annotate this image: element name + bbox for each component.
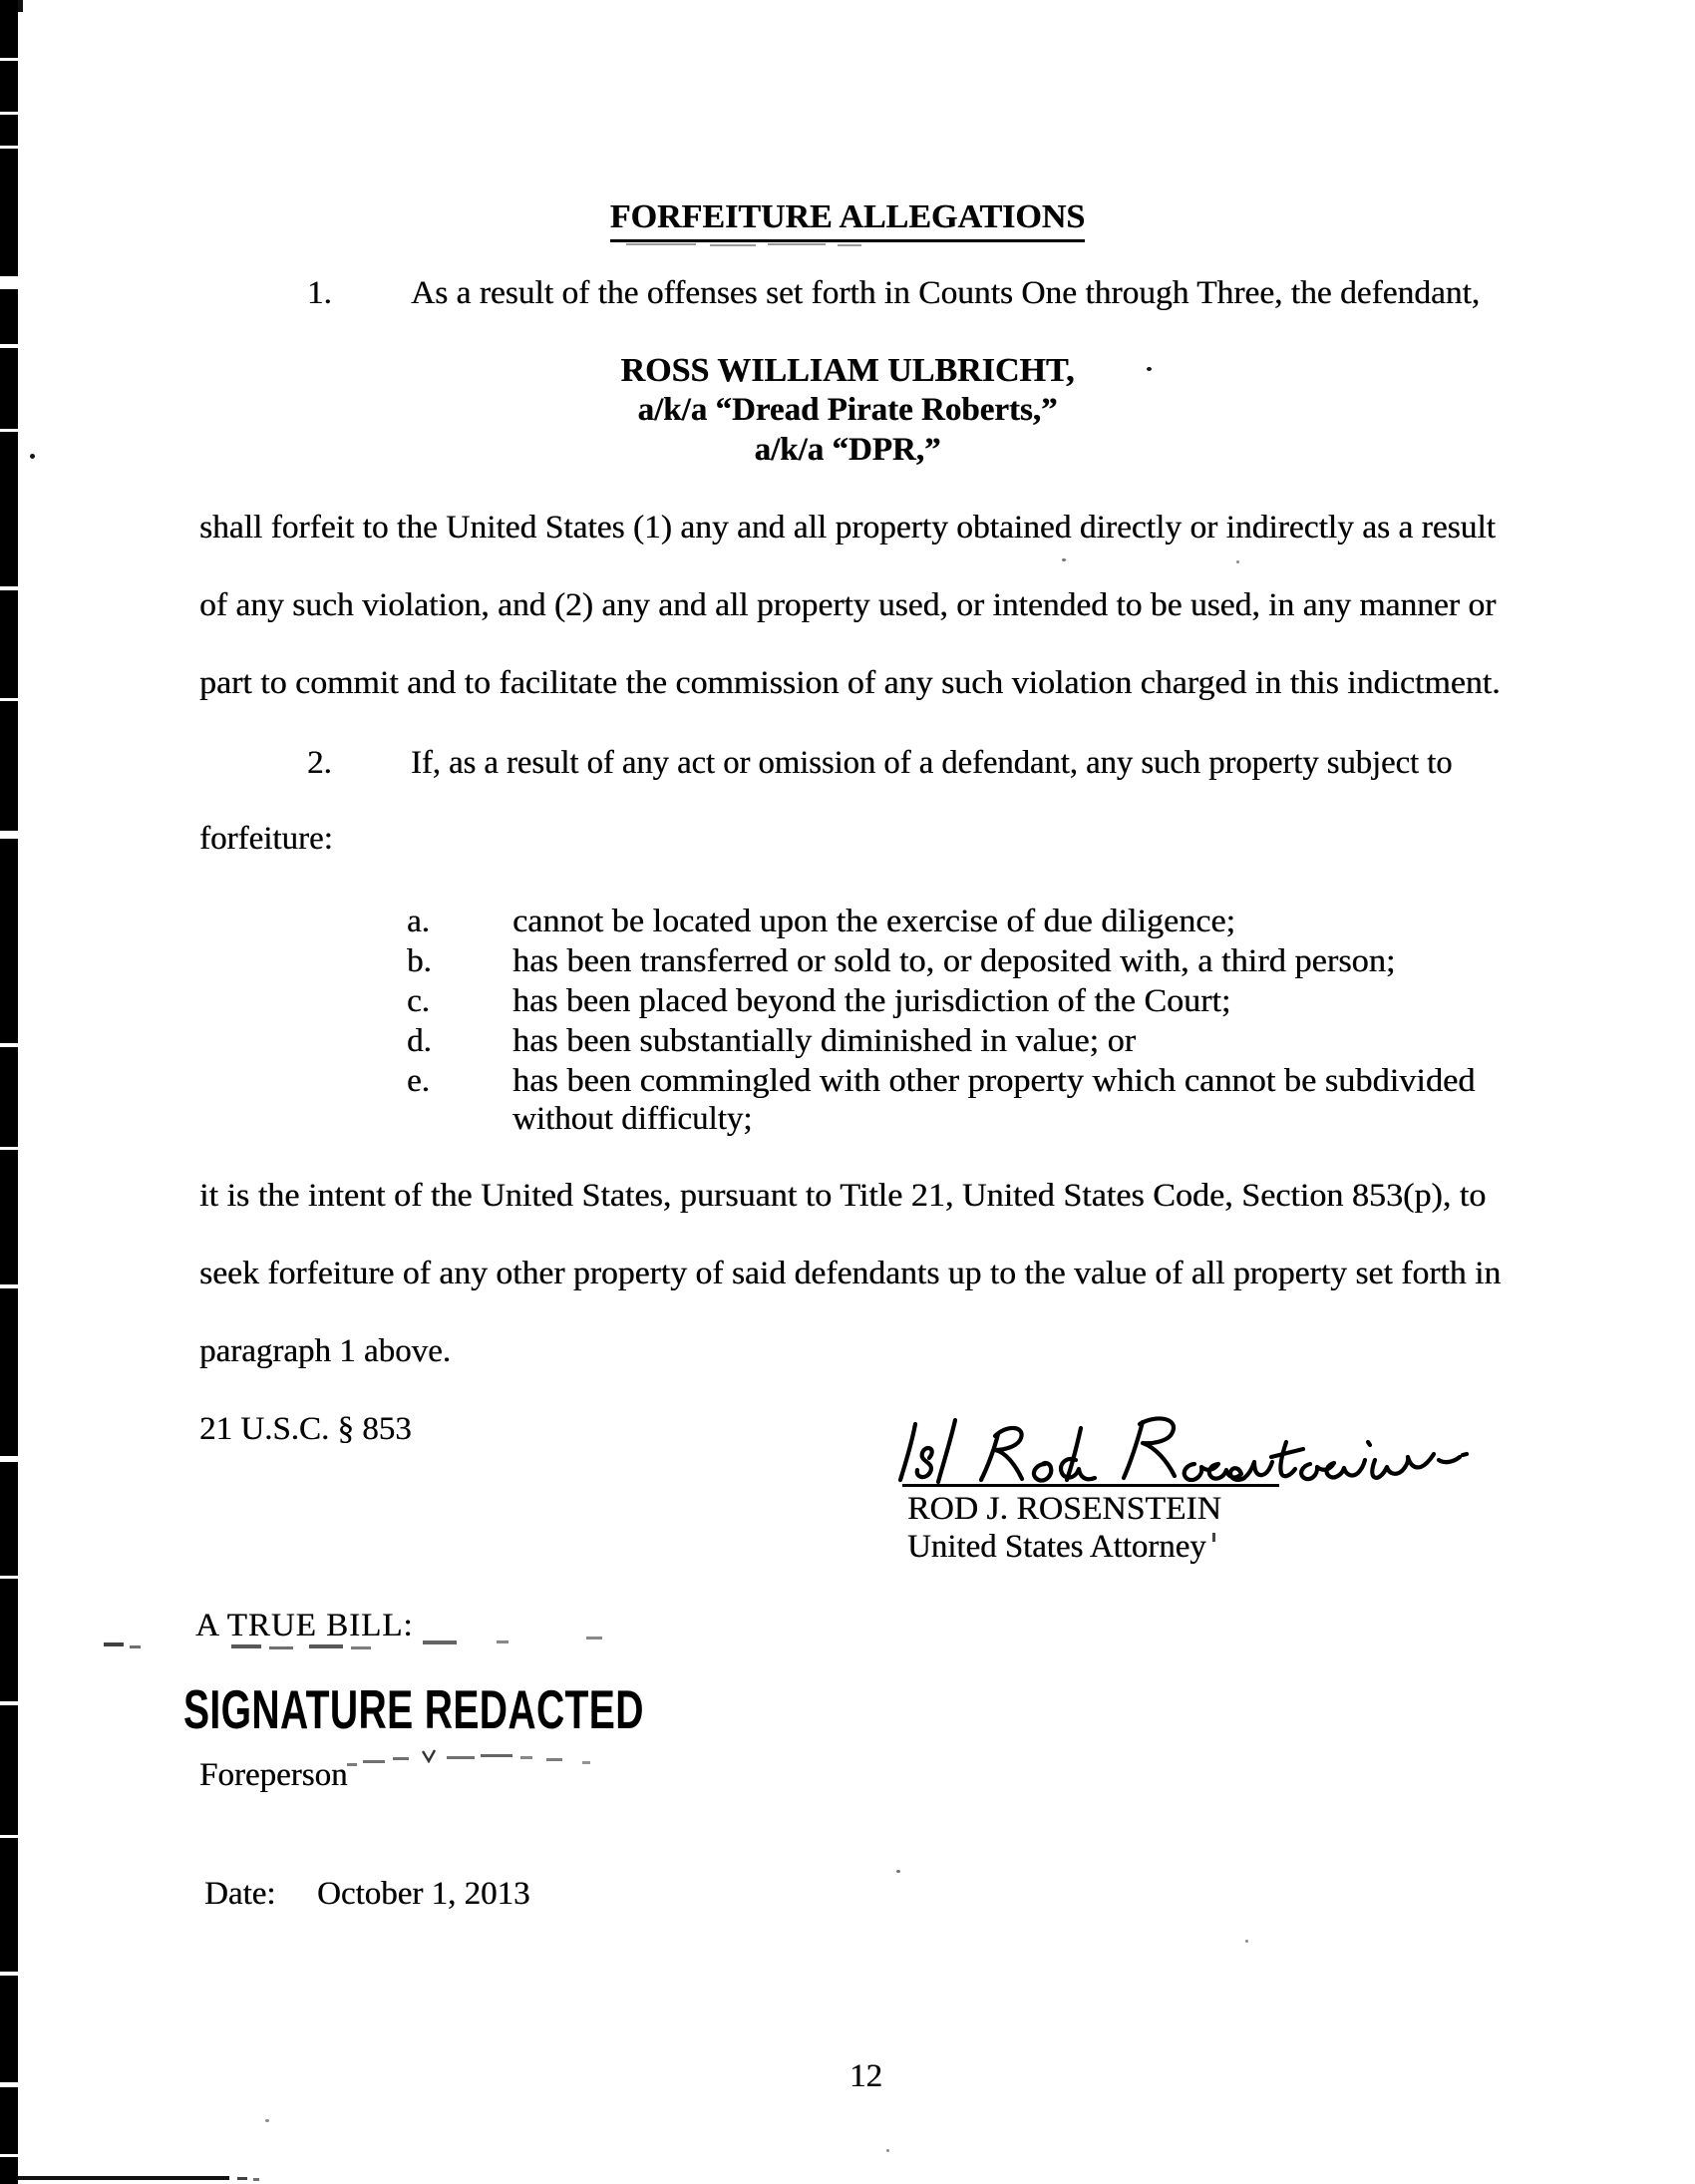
scan-dash — [104, 1642, 124, 1646]
scan-dash — [546, 1758, 562, 1761]
scan-speck — [1245, 1940, 1248, 1943]
scan-bar-gap — [0, 429, 18, 432]
scan-dash — [393, 1757, 409, 1760]
scan-speck — [1062, 558, 1066, 561]
page-number: 12 — [849, 2058, 882, 2094]
signer-title — [907, 1529, 1207, 1567]
list-item-b-text — [512, 943, 1396, 981]
scan-corner-mark — [18, 0, 23, 12]
foreperson-label: Foreperson — [199, 1757, 348, 1793]
scan-bar-gap — [0, 1456, 18, 1462]
forfeit-line-1-text: shall forfeit to the United States (1) any and all property obtained directly or indirectly as a result — [199, 510, 1496, 546]
intent-paragraph-line-1 — [199, 1178, 1487, 1216]
scan-dash — [347, 1763, 357, 1766]
scan-speck — [1236, 560, 1239, 563]
paragraph-2-text-line: If, as a result of any act or omission of a defendant, any such property subject to — [411, 745, 1453, 781]
true-bill-label: A TRUE BILL: — [195, 1608, 414, 1643]
forfeit-paragraph-line-3 — [199, 665, 1501, 703]
forfeit-paragraph-line-2 — [199, 587, 1497, 625]
scan-dash — [481, 1754, 512, 1757]
scan-bar-gap — [0, 1701, 18, 1705]
list-item-e-text — [512, 1063, 1476, 1101]
scan-speck — [886, 2149, 889, 2152]
date-value: October 1, 2013 — [317, 1876, 530, 1912]
scan-dash — [231, 1644, 261, 1648]
date-label: Date: — [204, 1876, 276, 1912]
scan-bar-gap — [0, 1972, 18, 1976]
scan-bar-gap — [0, 2154, 18, 2157]
scan-dash — [447, 1756, 475, 1759]
scan-smudge — [768, 243, 826, 245]
signature-line — [902, 1484, 1279, 1487]
forfeit-line-3-text: part to commit and to facilitate the commission of any such violation charged in this indictment. — [199, 665, 1501, 701]
defendant-aka-1: a/k/a “Dread Pirate Roberts,” — [637, 392, 1058, 428]
scan-bottom-line — [18, 2176, 229, 2180]
list-item-a-text-line: cannot be located upon the exercise of due diligence; — [512, 904, 1236, 939]
scan-bar-gap — [0, 1835, 18, 1838]
paragraph-1-text — [411, 275, 1481, 313]
signer-title-text: United States Attorney — [907, 1529, 1206, 1565]
scan-bar-gap — [0, 58, 18, 61]
list-item-c-text — [512, 983, 1231, 1021]
signature-redacted-stamp-text: SIGNATURE REDACTED — [183, 1678, 644, 1740]
statute-citation: 21 U.S.C. § 853 — [199, 1411, 412, 1447]
scan-bar-gap — [0, 698, 18, 701]
signer-name-text: ROD J. ROSENSTEIN — [907, 1491, 1221, 1527]
scan-edge-bar — [0, 0, 18, 2184]
scan-dash — [130, 1645, 141, 1648]
list-item-e-text-2: without difficulty; — [512, 1101, 753, 1137]
scan-smudge — [838, 244, 861, 246]
list-item-d-label: d. — [407, 1023, 432, 1059]
scan-speck — [265, 2119, 269, 2122]
paragraph-2-text — [411, 745, 1466, 783]
scan-v-mark — [421, 1749, 437, 1763]
intent-line-1-text: it is the intent of the United States, pursuant to Title 21, United States Code, Section 853(p), to — [199, 1178, 1487, 1214]
scan-bar-gap — [0, 146, 18, 149]
scan-speck — [30, 454, 35, 459]
scan-dash — [237, 2177, 247, 2180]
intent-paragraph-line-2 — [199, 1256, 1502, 1293]
intent-paragraph-line-3: paragraph 1 above. — [199, 1333, 451, 1369]
scan-smudge — [626, 243, 696, 245]
scan-dash — [269, 1646, 293, 1649]
scan-smudge — [710, 244, 756, 246]
list-item-d-text — [512, 1023, 1137, 1061]
list-item-c-label: c. — [407, 983, 430, 1019]
paragraph-1-number: 1. — [307, 275, 332, 311]
forfeit-paragraph-line-1 — [199, 510, 1496, 547]
scan-dash — [309, 1644, 343, 1648]
paragraph-1-text-line: As a result of the offenses set forth in Counts One through Three, the defendant, — [411, 275, 1481, 311]
list-item-e-text-line: has been commingled with other property which cannot be subdivided — [512, 1063, 1476, 1099]
list-item-a-label: a. — [407, 904, 430, 939]
scan-dash — [423, 1640, 457, 1644]
scan-dash — [520, 1756, 532, 1759]
paragraph-2-continuation: forfeiture: — [199, 821, 333, 857]
scan-bar-gap — [0, 1043, 18, 1047]
list-item-b-text-line: has been transferred or sold to, or deposited with, a third person; — [512, 943, 1396, 979]
list-item-d-text-line: has been substantially diminished in value; or — [512, 1023, 1137, 1059]
scan-dash — [582, 1761, 590, 1764]
paragraph-2-number: 2. — [307, 745, 332, 781]
list-item-b-label: b. — [407, 943, 432, 979]
scan-bar-gap — [0, 112, 18, 115]
list-item-a-text — [512, 904, 1236, 941]
scan-bar-gap — [0, 586, 18, 590]
scan-dash — [586, 1637, 602, 1639]
scan-dash — [351, 1646, 371, 1649]
scan-tick-mark — [1212, 1533, 1215, 1542]
scan-dash — [497, 1640, 508, 1643]
scan-bar-gap — [0, 276, 18, 289]
list-item-e-label: e. — [407, 1063, 430, 1099]
scan-bar-gap — [0, 1147, 18, 1150]
forfeit-line-2-text: of any such violation, and (2) any and all property used, or intended to be used, in any manner or — [199, 587, 1497, 623]
scan-bar-gap — [0, 1284, 18, 1288]
signer-name — [907, 1491, 1221, 1529]
scan-bar-gap — [0, 2082, 18, 2087]
page-heading — [199, 197, 1496, 242]
scan-dash — [363, 1760, 385, 1763]
defendant-name: ROSS WILLIAM ULBRICHT, — [620, 352, 1075, 389]
scan-bar-gap — [0, 831, 18, 839]
list-item-c-text-line: has been placed beyond the jurisdiction of the Court; — [512, 983, 1231, 1019]
scan-speck — [896, 1870, 900, 1873]
scan-speck — [1147, 367, 1152, 371]
signature-redacted-stamp — [183, 1677, 832, 1741]
scan-bar-gap — [0, 344, 18, 348]
intent-line-2-text: seek forfeiture of any other property of said defendants up to the value of all property set forth in — [199, 1256, 1502, 1291]
handwritten-signature — [895, 1412, 1469, 1492]
defendant-aka-2: a/k/a “DPR,” — [754, 432, 941, 468]
page-heading-text: FORFEITURE ALLEGATIONS — [610, 197, 1085, 242]
scan-bar-gap — [0, 1576, 18, 1579]
scan-dash — [253, 2178, 259, 2181]
